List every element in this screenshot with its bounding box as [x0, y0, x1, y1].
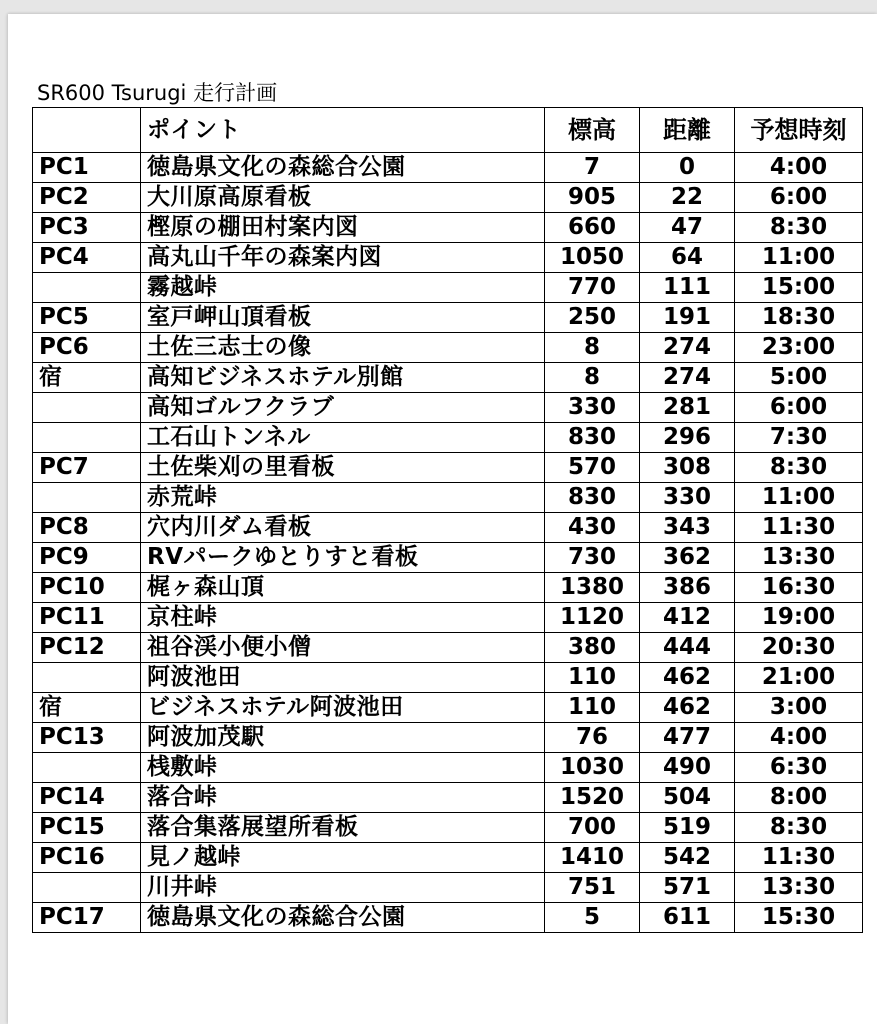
cell-distance: 519	[640, 813, 735, 843]
cell-distance: 274	[640, 333, 735, 363]
cell-expected-time: 16:30	[735, 573, 863, 603]
cell-point-name: 阿波池田	[141, 663, 545, 693]
table-row	[33, 393, 863, 423]
cell-distance: 542	[640, 843, 735, 873]
cell-elevation: 110	[545, 663, 640, 693]
cell-point-name: 川井峠	[141, 873, 545, 903]
cell-expected-time: 19:00	[735, 603, 863, 633]
table-row	[33, 723, 863, 753]
cell-point-name: 徳島県文化の森総合公園	[141, 153, 545, 183]
cell-distance: 386	[640, 573, 735, 603]
cell-elevation: 1120	[545, 603, 640, 633]
cell-expected-time: 21:00	[735, 663, 863, 693]
table-row	[33, 843, 863, 873]
cell-checkpoint: 宿	[33, 693, 141, 723]
table-row	[33, 453, 863, 483]
cell-point-name: 落合峠	[141, 783, 545, 813]
cell-checkpoint: PC8	[33, 513, 141, 543]
cell-point-name: 見ノ越峠	[141, 843, 545, 873]
cell-checkpoint: PC10	[33, 573, 141, 603]
cell-expected-time: 3:00	[735, 693, 863, 723]
cell-checkpoint	[33, 663, 141, 693]
cell-distance: 571	[640, 873, 735, 903]
cell-elevation: 1520	[545, 783, 640, 813]
cell-distance: 444	[640, 633, 735, 663]
cell-distance: 281	[640, 393, 735, 423]
cell-expected-time: 4:00	[735, 723, 863, 753]
cell-expected-time: 11:30	[735, 843, 863, 873]
table-row	[33, 213, 863, 243]
cell-distance: 504	[640, 783, 735, 813]
cell-expected-time: 8:00	[735, 783, 863, 813]
table-row	[33, 873, 863, 903]
cell-distance: 477	[640, 723, 735, 753]
cell-expected-time: 18:30	[735, 303, 863, 333]
table-row	[33, 633, 863, 663]
cell-expected-time: 4:00	[735, 153, 863, 183]
cell-expected-time: 6:30	[735, 753, 863, 783]
cell-elevation: 380	[545, 633, 640, 663]
table-row	[33, 153, 863, 183]
cell-checkpoint: PC17	[33, 903, 141, 933]
cell-checkpoint	[33, 483, 141, 513]
cell-point-name: 梶ヶ森山頂	[141, 573, 545, 603]
cell-checkpoint: PC3	[33, 213, 141, 243]
cell-checkpoint: PC9	[33, 543, 141, 573]
cell-point-name: 高丸山千年の森案内図	[141, 243, 545, 273]
cell-elevation: 830	[545, 483, 640, 513]
table-row	[33, 333, 863, 363]
cell-point-name: 穴内川ダム看板	[141, 513, 545, 543]
cell-point-name: 徳島県文化の森総合公園	[141, 903, 545, 933]
cell-elevation: 1410	[545, 843, 640, 873]
cell-elevation: 751	[545, 873, 640, 903]
table-row	[33, 753, 863, 783]
header-pc	[33, 108, 141, 153]
cell-distance: 64	[640, 243, 735, 273]
cell-point-name: 落合集落展望所看板	[141, 813, 545, 843]
table-row	[33, 303, 863, 333]
cell-distance: 111	[640, 273, 735, 303]
cell-checkpoint	[33, 873, 141, 903]
cell-checkpoint: PC11	[33, 603, 141, 633]
cell-checkpoint	[33, 393, 141, 423]
cell-elevation: 8	[545, 363, 640, 393]
cell-elevation: 7	[545, 153, 640, 183]
cell-distance: 47	[640, 213, 735, 243]
cell-expected-time: 11:00	[735, 483, 863, 513]
cell-point-name: 桟敷峠	[141, 753, 545, 783]
table-row	[33, 783, 863, 813]
table-row	[33, 243, 863, 273]
cell-expected-time: 15:30	[735, 903, 863, 933]
cell-distance: 412	[640, 603, 735, 633]
cell-distance: 490	[640, 753, 735, 783]
table-row	[33, 273, 863, 303]
cell-checkpoint: PC13	[33, 723, 141, 753]
cell-distance: 191	[640, 303, 735, 333]
cell-elevation: 770	[545, 273, 640, 303]
cell-elevation: 905	[545, 183, 640, 213]
table-row	[33, 603, 863, 633]
cell-expected-time: 7:30	[735, 423, 863, 453]
cell-elevation: 730	[545, 543, 640, 573]
cell-expected-time: 8:30	[735, 813, 863, 843]
cell-elevation: 250	[545, 303, 640, 333]
cell-distance: 308	[640, 453, 735, 483]
cell-checkpoint: 宿	[33, 363, 141, 393]
table-row	[33, 423, 863, 453]
header-elevation: 標高	[545, 108, 640, 153]
cell-checkpoint	[33, 423, 141, 453]
cell-point-name: 高知ビジネスホテル別館	[141, 363, 545, 393]
cell-checkpoint: PC16	[33, 843, 141, 873]
cell-expected-time: 8:30	[735, 213, 863, 243]
table-header-row	[33, 108, 863, 153]
cell-expected-time: 15:00	[735, 273, 863, 303]
table-row	[33, 813, 863, 843]
cell-checkpoint: PC14	[33, 783, 141, 813]
cell-distance: 343	[640, 513, 735, 543]
cell-elevation: 330	[545, 393, 640, 423]
cell-checkpoint: PC6	[33, 333, 141, 363]
cell-elevation: 8	[545, 333, 640, 363]
cell-elevation: 110	[545, 693, 640, 723]
cell-elevation: 700	[545, 813, 640, 843]
table-row	[33, 903, 863, 933]
cell-point-name: 工石山トンネル	[141, 423, 545, 453]
cell-distance: 22	[640, 183, 735, 213]
cell-distance: 362	[640, 543, 735, 573]
cell-point-name: 阿波加茂駅	[141, 723, 545, 753]
cell-expected-time: 11:30	[735, 513, 863, 543]
cell-expected-time: 6:00	[735, 183, 863, 213]
cell-point-name: 樫原の棚田村案内図	[141, 213, 545, 243]
cell-expected-time: 23:00	[735, 333, 863, 363]
cell-point-name: 祖谷渓小便小僧	[141, 633, 545, 663]
cell-point-name: 赤荒峠	[141, 483, 545, 513]
cell-distance: 611	[640, 903, 735, 933]
cell-distance: 0	[640, 153, 735, 183]
table-row	[33, 483, 863, 513]
cell-checkpoint: PC2	[33, 183, 141, 213]
cell-elevation: 5	[545, 903, 640, 933]
header-distance: 距離	[640, 108, 735, 153]
cell-elevation: 830	[545, 423, 640, 453]
cell-expected-time: 11:00	[735, 243, 863, 273]
table-row	[33, 693, 863, 723]
header-expected-time: 予想時刻	[735, 108, 863, 153]
header-point: ポイント	[141, 108, 545, 153]
route-plan-table	[32, 107, 863, 933]
cell-point-name: 霧越峠	[141, 273, 545, 303]
cell-elevation: 1380	[545, 573, 640, 603]
cell-distance: 296	[640, 423, 735, 453]
cell-expected-time: 20:30	[735, 633, 863, 663]
cell-distance: 330	[640, 483, 735, 513]
cell-point-name: ビジネスホテル阿波池田	[141, 693, 545, 723]
cell-checkpoint: PC15	[33, 813, 141, 843]
cell-expected-time: 5:00	[735, 363, 863, 393]
table-row	[33, 183, 863, 213]
cell-elevation: 660	[545, 213, 640, 243]
table-row	[33, 363, 863, 393]
table-row	[33, 663, 863, 693]
cell-distance: 462	[640, 663, 735, 693]
cell-expected-time: 8:30	[735, 453, 863, 483]
document-title: SR600 Tsurugi 走行計画	[37, 81, 278, 105]
cell-point-name: 土佐三志士の像	[141, 333, 545, 363]
cell-elevation: 1030	[545, 753, 640, 783]
cell-elevation: 570	[545, 453, 640, 483]
cell-elevation: 76	[545, 723, 640, 753]
cell-expected-time: 13:30	[735, 543, 863, 573]
cell-checkpoint: PC5	[33, 303, 141, 333]
table-row	[33, 513, 863, 543]
cell-checkpoint: PC12	[33, 633, 141, 663]
cell-checkpoint	[33, 753, 141, 783]
cell-checkpoint: PC4	[33, 243, 141, 273]
cell-point-name: 土佐柴刈の里看板	[141, 453, 545, 483]
cell-elevation: 1050	[545, 243, 640, 273]
table-row	[33, 543, 863, 573]
cell-checkpoint: PC7	[33, 453, 141, 483]
cell-distance: 274	[640, 363, 735, 393]
cell-expected-time: 13:30	[735, 873, 863, 903]
cell-point-name: 大川原高原看板	[141, 183, 545, 213]
cell-elevation: 430	[545, 513, 640, 543]
cell-checkpoint: PC1	[33, 153, 141, 183]
cell-point-name: 室戸岬山頂看板	[141, 303, 545, 333]
table-row	[33, 573, 863, 603]
cell-point-name: RVパークゆとりすと看板	[141, 543, 545, 573]
cell-point-name: 高知ゴルフクラブ	[141, 393, 545, 423]
cell-point-name: 京柱峠	[141, 603, 545, 633]
cell-checkpoint	[33, 273, 141, 303]
cell-expected-time: 6:00	[735, 393, 863, 423]
route-plan-body	[33, 108, 863, 933]
cell-distance: 462	[640, 693, 735, 723]
